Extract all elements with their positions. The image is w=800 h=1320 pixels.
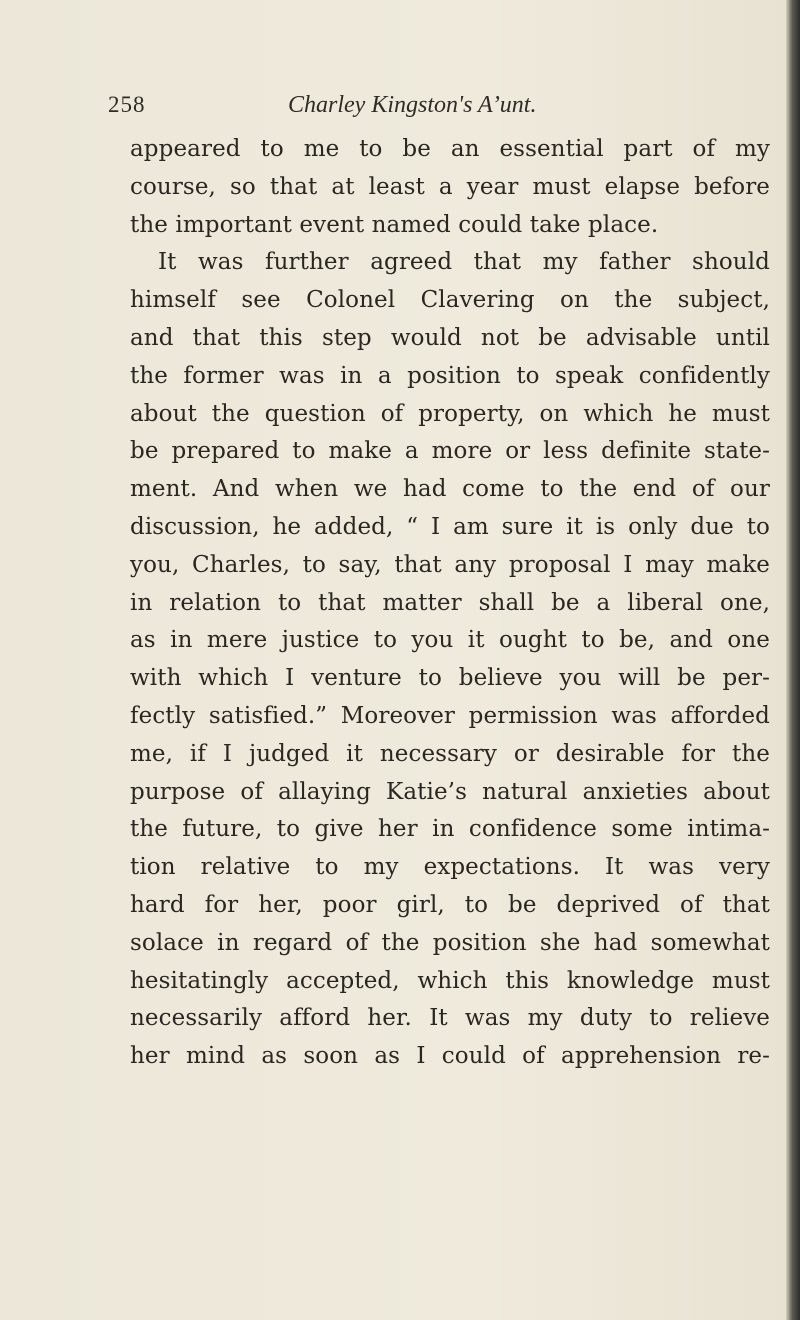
text-line: discussion, he added, “ I am sure it is only due to: [130, 513, 770, 540]
text-line: you, Charles, to say, that any proposal I may make: [130, 551, 770, 578]
text-line: her mind as soon as I could of apprehension re-: [130, 1043, 770, 1070]
text-line: as in mere justice to you it ought to be, and one: [130, 627, 770, 654]
text-line: the future, to give her in confidence some intima-: [130, 816, 770, 843]
text-line: ment. And when we had come to the end of our: [130, 476, 770, 503]
text-line: the important event named could take place.: [130, 211, 659, 238]
text-line: himself see Colonel Clavering on the subject,: [130, 287, 770, 314]
text-line: solace in regard of the position she had somewhat: [130, 929, 770, 956]
text-line: course, so that at least a year must elapse before: [130, 173, 770, 200]
text-line: hard for her, poor girl, to be deprived of that: [130, 891, 770, 918]
text-line: the former was in a position to speak confidently: [130, 362, 770, 389]
text-line: appeared to me to be an essential part of my: [130, 136, 770, 162]
page-edge-shadow: [786, 0, 800, 1320]
text-line: be prepared to make a more or less definite state-: [130, 438, 770, 465]
text-line: necessarily afford her. It was my duty to relieve: [130, 1005, 770, 1032]
running-title: Charley Kingston's A’unt.: [288, 92, 537, 118]
text-line: purpose of allaying Katie’s natural anxieties about: [130, 778, 770, 805]
text-line: and that this step would not be advisable until: [130, 324, 770, 351]
body-text: [130, 131, 770, 1076]
text-line: tion relative to my expectations. It was very: [130, 854, 770, 881]
running-header: [108, 92, 688, 132]
text-line: with which I venture to believe you will be per-: [130, 665, 770, 692]
text-line: hesitatingly accepted, which this knowledge must: [130, 967, 770, 994]
page-number: 258: [108, 92, 146, 117]
text-line: It was further agreed that my father should: [158, 249, 770, 276]
text-line: fectly satisfied.” Moreover permission was afforded: [130, 702, 770, 729]
text-line: in relation to that matter shall be a liberal one,: [130, 589, 770, 616]
text-line: about the question of property, on which he must: [130, 400, 770, 427]
text-line: me, if I judged it necessary or desirable for the: [130, 740, 770, 767]
